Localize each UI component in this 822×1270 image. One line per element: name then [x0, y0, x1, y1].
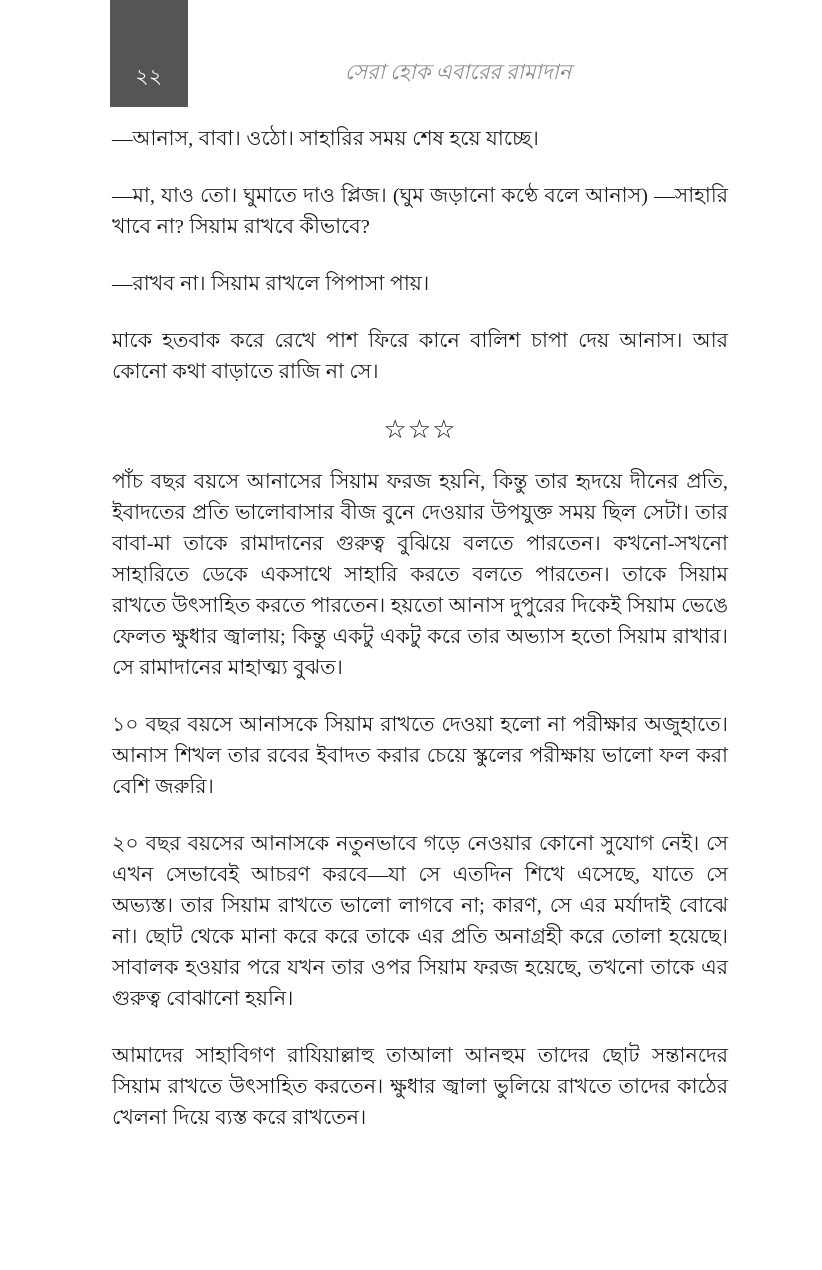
- text-column: [112, 124, 728, 1134]
- running-title: সেরা হোক এবারের রামাদান: [344, 60, 572, 84]
- star-divider: ☆☆☆: [383, 415, 457, 444]
- paragraph-dialogue-anas-sleep: —মা, যাও তো। ঘুমাতে দাও প্লিজ। (ঘুম জড়ানো কণ্ঠে বলে আনাস) —সাহারি খাবে না? সিয়াম রাখবে কীভাবে?: [112, 185, 728, 238]
- folio-block: [110, 0, 188, 107]
- paragraph-age-twenty: ২০ বছর বয়সের আনাসকে নতুনভাবে গড়ে নেওয়ার কোনো সুযোগ নেই। সে এখন সেভাবেই আচরণ করবে—যা সে এতদিন শিখে এসেছে, যাতে সে অভ্যস্ত। তার সিয়াম রাখতে ভালো লাগবে না; কারণ, সে এর মর্যাদাই বোঝে না। ছোট থেকে মানা করে করে তাকে এর প্রতি অনাগ্রহী করে তোলা হয়েছে। সাবালক হওয়ার পরে যখন তার ওপর সিয়াম ফরজ হয়েছে, তখনো তাকে এর গুরুত্ব বোঝানো হয়নি।: [112, 833, 728, 1010]
- paragraph-age-ten: ১০ বছর বয়সে আনাসকে সিয়াম রাখতে দেওয়া হলো না পরীক্ষার অজুহাতে। আনাস শিখল তার রবের ইবাদত করার চেয়ে স্কুলের পরীক্ষায় ভালো ফল করা বেশি জরুরি।: [112, 714, 728, 798]
- page-header: [0, 0, 822, 110]
- paragraph-sahaba-example: আমাদের সাহাবিগণ রাযিয়াল্লাহু তাআলা আনহুম তাদের ছোট সন্তানদের সিয়াম রাখতে উৎসাহিত করতেন। ক্ষুধার জ্বালা ভুলিয়ে রাখতে তাদের কাঠের খেলনা দিয়ে ব্যস্ত করে রাখতেন।: [112, 1045, 728, 1129]
- page-number: ২২: [135, 66, 163, 88]
- paragraph-age-five: পাঁচ বছর বয়সে আনাসের সিয়াম ফরজ হয়নি, কিন্তু তার হৃদয়ে দীনের প্রতি, ইবাদতের প্রতি ভালোবাসার বীজ বুনে দেওয়ার উপযুক্ত সময় ছিল সেটা। তার বাবা-মা তাকে রামাদানের গুরুত্ব বুঝিয়ে বলতে পারতেন। কখনো-সখনো সাহারিতে ডেকে একসাথে সাহারি করতে বলতে পারতেন। তাকে সিয়াম রাখতে উৎসাহিত করতে পারতেন। হয়তো আনাস দুপুরের দিকেই সিয়াম ভেঙে ফেলত ক্ষুধার জ্বালায়; কিন্তু একটু একটু করে তার অভ্যাস হতো সিয়াম রাখার। সে রামাদানের মাহাত্ম্য বুঝত।: [112, 471, 728, 679]
- paragraph-dialogue-anas-refuse: —রাখব না। সিয়াম রাখলে পিপাসা পায়।: [112, 273, 430, 295]
- paragraph-narration-mother-stunned: মাকে হতবাক করে রেখে পাশ ফিরে কানে বালিশ চাপা দেয় আনাস। আর কোনো কথা বাড়াতে রাজি না সে।: [112, 330, 728, 383]
- paragraph-dialogue-mother-wake: —আনাস, বাবা। ওঠো। সাহারির সময় শেষ হয়ে যাচ্ছে।: [112, 128, 539, 150]
